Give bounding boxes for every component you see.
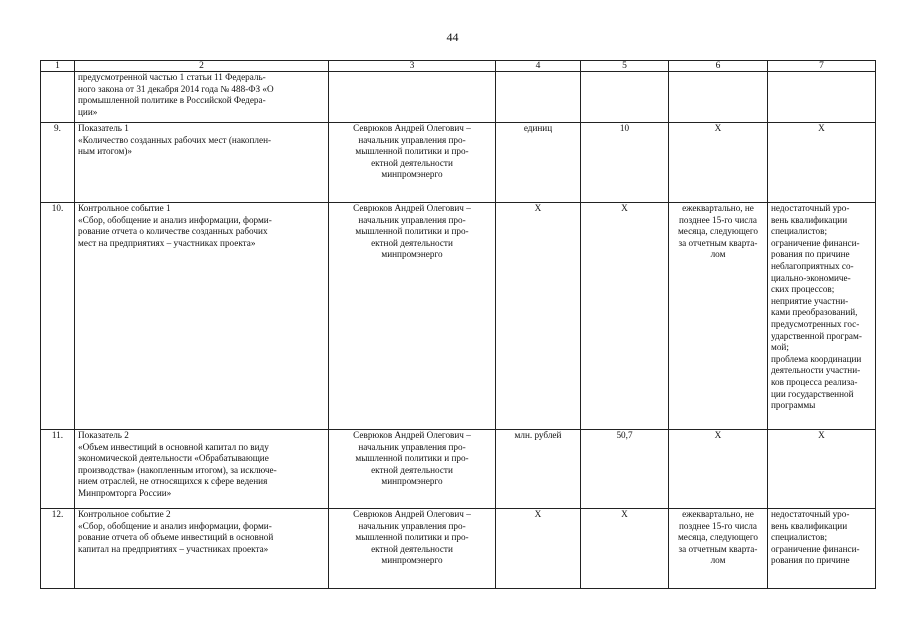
row-unit: млн. рублей — [496, 430, 581, 509]
table-row — [41, 72, 876, 123]
row-value: 10 — [581, 123, 669, 203]
row-number — [41, 72, 75, 123]
header-col-5: 5 — [581, 61, 669, 72]
table-row — [41, 509, 876, 589]
row-risks: X — [768, 430, 876, 509]
row-value: X — [581, 509, 669, 589]
page-number: 44 — [446, 30, 459, 44]
row-responsible — [329, 72, 496, 123]
column-number-header — [41, 61, 876, 72]
header-col-3: 3 — [329, 61, 496, 72]
row-deadline: X — [669, 123, 768, 203]
row-value: 50,7 — [581, 430, 669, 509]
row-risks — [768, 72, 876, 123]
row-risks: недостаточный уро- вень квалификации специалистов; ограничение финанси- рования по причине — [768, 509, 876, 589]
header-col-2: 2 — [75, 61, 329, 72]
header-col-1: 1 — [41, 61, 75, 72]
row-description: Показатель 2 «Объем инвестиций в основной капитал по виду экономической деятельности «Обрабатывающие производства» (накопленным итогом), за исключе- нием отраслей, не относящихся к сфере ведения Минпромторга России» — [75, 430, 329, 509]
row-unit: X — [496, 203, 581, 430]
row-value — [581, 72, 669, 123]
table-row — [41, 430, 876, 509]
row-risks: X — [768, 123, 876, 203]
header-col-7: 7 — [768, 61, 876, 72]
row-number: 9. — [41, 123, 75, 203]
row-responsible: Севрюков Андрей Олегович – начальник управления про- мышленной политики и про- ектной деятельности минпромэнерго — [329, 203, 496, 430]
row-number: 11. — [41, 430, 75, 509]
header-col-6: 6 — [669, 61, 768, 72]
row-deadline: ежеквартально, не позднее 15-го числа месяца, следующего за отчетным кварта- лом — [669, 509, 768, 589]
row-responsible: Севрюков Андрей Олегович – начальник управления про- мышленной политики и про- ектной деятельности минпромэнерго — [329, 123, 496, 203]
row-number: 12. — [41, 509, 75, 589]
row-responsible: Севрюков Андрей Олегович – начальник управления про- мышленной политики и про- ектной деятельности минпромэнерго — [329, 509, 496, 589]
table-row — [41, 203, 876, 430]
table-row — [41, 123, 876, 203]
row-value: X — [581, 203, 669, 430]
row-description: Показатель 1 «Количество созданных рабочих мест (накоплен- ным итогом)» — [75, 123, 329, 203]
row-description: предусмотренной частью 1 статьи 11 Федераль- ного закона от 31 декабря 2014 года № 488-ФЗ «О промышленной политике в Российской Федера- ции» — [75, 72, 329, 123]
header-col-4: 4 — [496, 61, 581, 72]
row-deadline: ежеквартально, не позднее 15-го числа месяца, следующего за отчетным кварта- лом — [669, 203, 768, 430]
row-description: Контрольное событие 2 «Сбор, обобщение и анализ информации, форми- рование отчета об объеме инвестиций в основной капитал на предприятиях – участниках проекта» — [75, 509, 329, 589]
row-unit: единиц — [496, 123, 581, 203]
row-unit: X — [496, 509, 581, 589]
row-responsible: Севрюков Андрей Олегович – начальник управления про- мышленной политики и про- ектной деятельности минпромэнерго — [329, 430, 496, 509]
plan-table — [40, 60, 876, 589]
row-number: 10. — [41, 203, 75, 430]
row-unit — [496, 72, 581, 123]
row-description: Контрольное событие 1 «Сбор, обобщение и анализ информации, форми- рование отчета о количестве созданных рабочих мест на предприятиях – участниках проекта» — [75, 203, 329, 430]
row-risks: недостаточный уро- вень квалификации специалистов; ограничение финанси- рования по причине неблагоприятных со- циально-экономиче- ских процессов; неприятие участни- ками преобразований, предусмотренных гос- ударственной програм- мой; проблема координации деятельности участни- ков процесса реализа- ции государственной программы — [768, 203, 876, 430]
row-deadline: X — [669, 430, 768, 509]
row-deadline — [669, 72, 768, 123]
